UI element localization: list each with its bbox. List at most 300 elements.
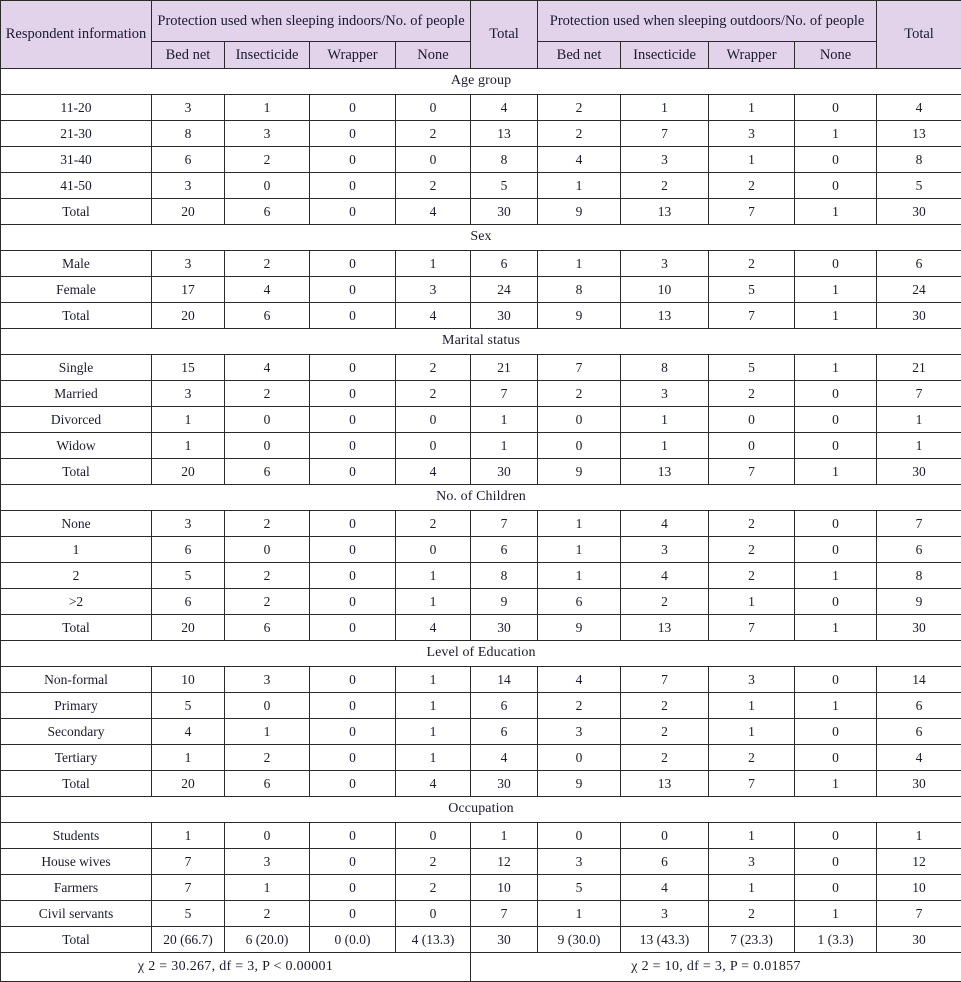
cell-total-indoor: 30 <box>471 615 538 641</box>
table-row <box>1 589 961 615</box>
cell-indoor-3: 2 <box>396 849 471 875</box>
cell-indoor-3: 4 <box>396 459 471 485</box>
cell-indoor-1: 4 <box>225 355 310 381</box>
cell-indoor-2: 0 <box>310 563 396 589</box>
cell-total-outdoor: 12 <box>877 849 961 875</box>
header-indoor-insecticide: Insecticide <box>225 42 310 69</box>
row-label: Single <box>1 355 152 381</box>
cell-indoor-1: 2 <box>225 381 310 407</box>
cell-outdoor-0: 9 <box>538 199 621 225</box>
cell-indoor-1: 6 <box>225 771 310 797</box>
cell-outdoor-3: 0 <box>795 823 877 849</box>
footer-outdoor-chi-square: χ 2 = 10, df = 3, P = 0.01857 <box>471 953 961 982</box>
cell-total-outdoor: 24 <box>877 277 961 303</box>
header-outdoor-wrapper: Wrapper <box>709 42 795 69</box>
cell-total-indoor: 1 <box>471 823 538 849</box>
row-label: Total <box>1 615 152 641</box>
cell-total-outdoor: 7 <box>877 511 961 537</box>
table-row <box>1 667 961 693</box>
cell-outdoor-2: 7 <box>709 303 795 329</box>
cell-outdoor-0: 2 <box>538 693 621 719</box>
cell-outdoor-3: 1 <box>795 277 877 303</box>
cell-indoor-3: 4 (13.3) <box>396 927 471 953</box>
cell-indoor-0: 6 <box>152 537 225 563</box>
cell-outdoor-0: 9 (30.0) <box>538 927 621 953</box>
cell-indoor-3: 1 <box>396 251 471 277</box>
cell-indoor-1: 6 <box>225 615 310 641</box>
cell-outdoor-0: 9 <box>538 459 621 485</box>
section-header-row <box>1 641 961 667</box>
cell-total-indoor: 30 <box>471 199 538 225</box>
cell-outdoor-1: 1 <box>621 95 709 121</box>
table-row <box>1 95 961 121</box>
cell-outdoor-3: 1 (3.3) <box>795 927 877 953</box>
table-row <box>1 277 961 303</box>
cell-total-outdoor: 30 <box>877 771 961 797</box>
cell-indoor-2: 0 <box>310 745 396 771</box>
cell-indoor-2: 0 <box>310 615 396 641</box>
cell-outdoor-3: 0 <box>795 173 877 199</box>
cell-outdoor-2: 2 <box>709 381 795 407</box>
cell-outdoor-3: 0 <box>795 407 877 433</box>
header-indoor-wrapper: Wrapper <box>310 42 396 69</box>
cell-total-outdoor: 6 <box>877 251 961 277</box>
footer-stats-row <box>1 953 961 982</box>
cell-indoor-1: 2 <box>225 589 310 615</box>
cell-outdoor-0: 9 <box>538 303 621 329</box>
cell-outdoor-0: 1 <box>538 251 621 277</box>
footer-indoor-chi-square: χ 2 = 30.267, df = 3, P < 0.00001 <box>1 953 471 982</box>
cell-indoor-1: 6 <box>225 303 310 329</box>
cell-indoor-3: 1 <box>396 693 471 719</box>
cell-total-outdoor: 30 <box>877 927 961 953</box>
cell-indoor-3: 0 <box>396 147 471 173</box>
cell-outdoor-3: 0 <box>795 147 877 173</box>
cell-outdoor-0: 6 <box>538 589 621 615</box>
cell-indoor-1: 2 <box>225 511 310 537</box>
cell-total-indoor: 13 <box>471 121 538 147</box>
cell-outdoor-2: 2 <box>709 537 795 563</box>
cell-total-outdoor: 9 <box>877 589 961 615</box>
cell-indoor-0: 20 <box>152 199 225 225</box>
cell-total-indoor: 12 <box>471 849 538 875</box>
cell-total-outdoor: 8 <box>877 147 961 173</box>
cell-indoor-3: 2 <box>396 381 471 407</box>
cell-indoor-1: 2 <box>225 147 310 173</box>
row-label: Married <box>1 381 152 407</box>
cell-indoor-2: 0 <box>310 251 396 277</box>
cell-total-outdoor: 7 <box>877 381 961 407</box>
cell-outdoor-1: 2 <box>621 589 709 615</box>
cell-outdoor-0: 9 <box>538 615 621 641</box>
section-header-row <box>1 485 961 511</box>
cell-indoor-1: 2 <box>225 901 310 927</box>
table-row <box>1 251 961 277</box>
cell-outdoor-2: 2 <box>709 901 795 927</box>
cell-outdoor-3: 0 <box>795 589 877 615</box>
table-row <box>1 511 961 537</box>
cell-indoor-3: 4 <box>396 199 471 225</box>
cell-outdoor-3: 0 <box>795 849 877 875</box>
header-total-outdoor: Total <box>877 1 961 69</box>
cell-outdoor-0: 1 <box>538 563 621 589</box>
cell-total-indoor: 6 <box>471 251 538 277</box>
row-label: Total <box>1 303 152 329</box>
cell-outdoor-1: 3 <box>621 537 709 563</box>
cell-indoor-2: 0 <box>310 511 396 537</box>
table-row <box>1 199 961 225</box>
cell-outdoor-1: 2 <box>621 173 709 199</box>
cell-outdoor-1: 1 <box>621 407 709 433</box>
section-header-row <box>1 797 961 823</box>
cell-total-indoor: 8 <box>471 147 538 173</box>
cell-outdoor-0: 1 <box>538 511 621 537</box>
cell-outdoor-0: 2 <box>538 121 621 147</box>
cell-outdoor-1: 1 <box>621 433 709 459</box>
cell-outdoor-0: 8 <box>538 277 621 303</box>
cell-indoor-2: 0 <box>310 433 396 459</box>
cell-total-outdoor: 1 <box>877 407 961 433</box>
cell-outdoor-0: 3 <box>538 719 621 745</box>
cell-total-outdoor: 4 <box>877 95 961 121</box>
cell-indoor-3: 2 <box>396 173 471 199</box>
cell-outdoor-2: 2 <box>709 173 795 199</box>
cell-outdoor-3: 1 <box>795 901 877 927</box>
cell-indoor-0: 7 <box>152 875 225 901</box>
cell-outdoor-1: 13 <box>621 771 709 797</box>
section-title: Age group <box>1 69 961 95</box>
cell-indoor-0: 1 <box>152 823 225 849</box>
cell-outdoor-3: 0 <box>795 381 877 407</box>
cell-outdoor-1: 8 <box>621 355 709 381</box>
header-total-indoor: Total <box>471 1 538 69</box>
cell-total-indoor: 1 <box>471 433 538 459</box>
cell-indoor-2: 0 <box>310 199 396 225</box>
cell-total-indoor: 30 <box>471 303 538 329</box>
header-indoor-group: Protection used when sleeping indoors/No. of people <box>152 1 471 42</box>
cell-indoor-0: 10 <box>152 667 225 693</box>
cell-outdoor-3: 0 <box>795 95 877 121</box>
cell-outdoor-1: 3 <box>621 251 709 277</box>
header-indoor-bed-net: Bed net <box>152 42 225 69</box>
cell-outdoor-0: 5 <box>538 875 621 901</box>
section-header-row <box>1 225 961 251</box>
cell-outdoor-1: 13 <box>621 199 709 225</box>
row-label: 31-40 <box>1 147 152 173</box>
cell-total-indoor: 30 <box>471 771 538 797</box>
row-label: Farmers <box>1 875 152 901</box>
cell-outdoor-3: 0 <box>795 719 877 745</box>
cell-outdoor-1: 2 <box>621 745 709 771</box>
cell-indoor-0: 3 <box>152 511 225 537</box>
cell-indoor-1: 0 <box>225 693 310 719</box>
row-label: Students <box>1 823 152 849</box>
cell-outdoor-1: 10 <box>621 277 709 303</box>
table-body <box>1 69 961 953</box>
header-outdoor-none: None <box>795 42 877 69</box>
cell-outdoor-1: 13 <box>621 615 709 641</box>
cell-indoor-3: 1 <box>396 745 471 771</box>
cell-indoor-2: 0 (0.0) <box>310 927 396 953</box>
row-label: Widow <box>1 433 152 459</box>
cell-total-outdoor: 1 <box>877 433 961 459</box>
cell-total-indoor: 5 <box>471 173 538 199</box>
section-title: Occupation <box>1 797 961 823</box>
cell-total-indoor: 7 <box>471 901 538 927</box>
header-indoor-none: None <box>396 42 471 69</box>
cell-outdoor-2: 7 <box>709 615 795 641</box>
table-row <box>1 433 961 459</box>
cell-indoor-2: 0 <box>310 173 396 199</box>
cell-total-outdoor: 30 <box>877 459 961 485</box>
cell-indoor-2: 0 <box>310 277 396 303</box>
cell-indoor-3: 0 <box>396 95 471 121</box>
cell-indoor-2: 0 <box>310 719 396 745</box>
cell-outdoor-1: 7 <box>621 121 709 147</box>
table-row <box>1 173 961 199</box>
cell-outdoor-0: 0 <box>538 823 621 849</box>
row-label: Total <box>1 199 152 225</box>
table-row <box>1 745 961 771</box>
cell-outdoor-1: 3 <box>621 147 709 173</box>
cell-outdoor-1: 13 (43.3) <box>621 927 709 953</box>
cell-total-indoor: 21 <box>471 355 538 381</box>
cell-outdoor-2: 1 <box>709 95 795 121</box>
cell-outdoor-1: 0 <box>621 823 709 849</box>
cell-indoor-1: 1 <box>225 95 310 121</box>
cell-outdoor-2: 2 <box>709 563 795 589</box>
cell-indoor-1: 0 <box>225 537 310 563</box>
cell-indoor-0: 6 <box>152 147 225 173</box>
row-label: 41-50 <box>1 173 152 199</box>
cell-outdoor-2: 7 <box>709 459 795 485</box>
cell-indoor-1: 1 <box>225 875 310 901</box>
cell-outdoor-2: 0 <box>709 407 795 433</box>
cell-outdoor-3: 1 <box>795 303 877 329</box>
cell-outdoor-2: 1 <box>709 823 795 849</box>
cell-indoor-3: 1 <box>396 589 471 615</box>
section-title: No. of Children <box>1 485 961 511</box>
cell-outdoor-3: 1 <box>795 355 877 381</box>
cell-total-indoor: 24 <box>471 277 538 303</box>
cell-outdoor-1: 4 <box>621 511 709 537</box>
cell-indoor-2: 0 <box>310 823 396 849</box>
cell-indoor-3: 0 <box>396 823 471 849</box>
cell-outdoor-0: 0 <box>538 433 621 459</box>
cell-indoor-2: 0 <box>310 537 396 563</box>
section-title: Sex <box>1 225 961 251</box>
cell-outdoor-3: 0 <box>795 511 877 537</box>
row-label: Primary <box>1 693 152 719</box>
cell-outdoor-0: 9 <box>538 771 621 797</box>
cell-indoor-3: 2 <box>396 121 471 147</box>
table-row <box>1 849 961 875</box>
table-row <box>1 719 961 745</box>
cell-outdoor-3: 0 <box>795 875 877 901</box>
cell-total-outdoor: 6 <box>877 719 961 745</box>
cell-total-outdoor: 21 <box>877 355 961 381</box>
cell-indoor-0: 6 <box>152 589 225 615</box>
row-label: Non-formal <box>1 667 152 693</box>
cell-indoor-2: 0 <box>310 147 396 173</box>
cell-outdoor-2: 5 <box>709 355 795 381</box>
cell-outdoor-3: 0 <box>795 251 877 277</box>
cell-indoor-0: 5 <box>152 693 225 719</box>
cell-outdoor-0: 2 <box>538 381 621 407</box>
cell-outdoor-1: 3 <box>621 381 709 407</box>
cell-outdoor-2: 7 (23.3) <box>709 927 795 953</box>
cell-total-indoor: 7 <box>471 381 538 407</box>
cell-indoor-0: 3 <box>152 251 225 277</box>
cell-indoor-1: 6 <box>225 459 310 485</box>
cell-total-indoor: 1 <box>471 407 538 433</box>
table-header <box>1 1 961 69</box>
cell-outdoor-0: 1 <box>538 901 621 927</box>
cell-outdoor-3: 1 <box>795 615 877 641</box>
cell-indoor-2: 0 <box>310 849 396 875</box>
cell-outdoor-2: 3 <box>709 849 795 875</box>
cell-indoor-2: 0 <box>310 407 396 433</box>
row-label: Total <box>1 771 152 797</box>
cell-indoor-0: 8 <box>152 121 225 147</box>
cell-indoor-1: 6 <box>225 199 310 225</box>
table-row <box>1 615 961 641</box>
cell-indoor-3: 0 <box>396 433 471 459</box>
cell-total-indoor: 4 <box>471 95 538 121</box>
cell-indoor-0: 3 <box>152 95 225 121</box>
cell-outdoor-1: 13 <box>621 459 709 485</box>
row-label: 2 <box>1 563 152 589</box>
cell-indoor-1: 0 <box>225 407 310 433</box>
cell-outdoor-2: 1 <box>709 147 795 173</box>
section-title: Marital status <box>1 329 961 355</box>
cell-indoor-1: 0 <box>225 433 310 459</box>
cell-indoor-0: 20 <box>152 459 225 485</box>
cell-outdoor-0: 3 <box>538 849 621 875</box>
cell-indoor-1: 6 (20.0) <box>225 927 310 953</box>
row-label: None <box>1 511 152 537</box>
cell-total-outdoor: 30 <box>877 303 961 329</box>
cell-indoor-0: 3 <box>152 173 225 199</box>
table-row <box>1 147 961 173</box>
row-label: Total <box>1 459 152 485</box>
cell-indoor-3: 1 <box>396 563 471 589</box>
cell-outdoor-0: 7 <box>538 355 621 381</box>
cell-indoor-3: 4 <box>396 771 471 797</box>
cell-indoor-3: 1 <box>396 719 471 745</box>
cell-indoor-2: 0 <box>310 693 396 719</box>
cell-outdoor-3: 1 <box>795 121 877 147</box>
cell-outdoor-3: 0 <box>795 667 877 693</box>
cell-outdoor-3: 1 <box>795 693 877 719</box>
cell-outdoor-2: 0 <box>709 433 795 459</box>
table-row <box>1 121 961 147</box>
cell-total-indoor: 8 <box>471 563 538 589</box>
cell-total-outdoor: 6 <box>877 537 961 563</box>
cell-indoor-0: 4 <box>152 719 225 745</box>
row-label: Tertiary <box>1 745 152 771</box>
cell-outdoor-3: 1 <box>795 459 877 485</box>
cell-total-indoor: 9 <box>471 589 538 615</box>
cell-outdoor-1: 4 <box>621 563 709 589</box>
table-row <box>1 927 961 953</box>
row-label: Secondary <box>1 719 152 745</box>
cell-indoor-1: 3 <box>225 121 310 147</box>
cell-total-outdoor: 30 <box>877 615 961 641</box>
cell-indoor-0: 17 <box>152 277 225 303</box>
cell-indoor-1: 0 <box>225 823 310 849</box>
cell-indoor-0: 1 <box>152 433 225 459</box>
section-title: Level of Education <box>1 641 961 667</box>
cell-total-outdoor: 1 <box>877 823 961 849</box>
row-label: >2 <box>1 589 152 615</box>
table-row <box>1 355 961 381</box>
cell-indoor-2: 0 <box>310 381 396 407</box>
cell-indoor-0: 20 <box>152 303 225 329</box>
cell-indoor-3: 0 <box>396 901 471 927</box>
table-row <box>1 303 961 329</box>
cell-indoor-3: 2 <box>396 875 471 901</box>
cell-indoor-0: 20 <box>152 615 225 641</box>
cell-indoor-1: 2 <box>225 251 310 277</box>
cell-indoor-3: 3 <box>396 277 471 303</box>
cell-total-outdoor: 6 <box>877 693 961 719</box>
cell-indoor-0: 20 <box>152 771 225 797</box>
cell-outdoor-1: 13 <box>621 303 709 329</box>
cell-outdoor-3: 0 <box>795 745 877 771</box>
row-label: Female <box>1 277 152 303</box>
row-label: 11-20 <box>1 95 152 121</box>
cell-outdoor-0: 0 <box>538 745 621 771</box>
cell-indoor-2: 0 <box>310 459 396 485</box>
cell-total-outdoor: 14 <box>877 667 961 693</box>
cell-indoor-3: 2 <box>396 511 471 537</box>
row-label: House wives <box>1 849 152 875</box>
cell-indoor-3: 2 <box>396 355 471 381</box>
cell-indoor-0: 15 <box>152 355 225 381</box>
cell-total-indoor: 6 <box>471 537 538 563</box>
cell-outdoor-0: 4 <box>538 147 621 173</box>
row-label: Civil servants <box>1 901 152 927</box>
cell-outdoor-0: 1 <box>538 537 621 563</box>
cell-indoor-0: 20 (66.7) <box>152 927 225 953</box>
table-footer <box>1 953 961 982</box>
cell-outdoor-1: 3 <box>621 901 709 927</box>
cell-outdoor-2: 7 <box>709 199 795 225</box>
cell-indoor-3: 0 <box>396 537 471 563</box>
cell-indoor-1: 4 <box>225 277 310 303</box>
cell-indoor-2: 0 <box>310 355 396 381</box>
cell-outdoor-3: 0 <box>795 537 877 563</box>
cell-indoor-2: 0 <box>310 771 396 797</box>
cell-outdoor-3: 0 <box>795 433 877 459</box>
cell-total-indoor: 6 <box>471 719 538 745</box>
cell-outdoor-3: 1 <box>795 563 877 589</box>
cell-indoor-1: 0 <box>225 173 310 199</box>
table-row <box>1 771 961 797</box>
cell-indoor-3: 4 <box>396 615 471 641</box>
cell-indoor-3: 4 <box>396 303 471 329</box>
header-row-top <box>1 1 961 42</box>
cell-outdoor-2: 5 <box>709 277 795 303</box>
cell-total-indoor: 6 <box>471 693 538 719</box>
cell-total-outdoor: 5 <box>877 173 961 199</box>
table-row <box>1 381 961 407</box>
table-row <box>1 901 961 927</box>
cell-outdoor-2: 1 <box>709 589 795 615</box>
cell-outdoor-2: 7 <box>709 771 795 797</box>
cell-outdoor-3: 1 <box>795 771 877 797</box>
